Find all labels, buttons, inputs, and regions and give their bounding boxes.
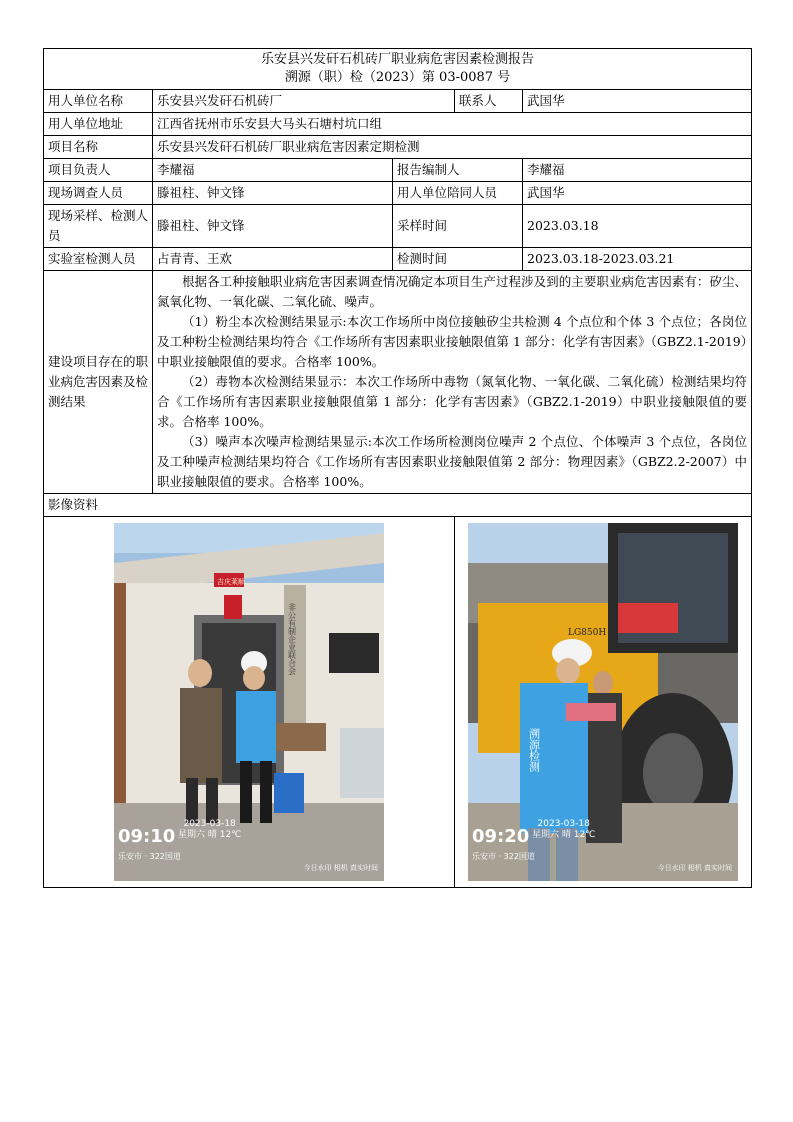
escort-label: 用人单位陪同人员 [393,182,523,205]
address-value: 江西省抚州市乐安县大马头石塘村坑口组 [153,113,752,136]
photo-right-weekday: 星期六 晴 12℃ [532,830,596,840]
photo-left-cell [44,517,455,888]
test-time-label: 检测时间 [393,248,523,271]
project-value: 乐安县兴发矸石机砖厂职业病危害因素定期检测 [153,136,752,159]
photo-right-date: 2023-03-18 [537,819,590,829]
lab-value: 占青青、王欢 [153,248,393,271]
investigator-value: 滕祖柱、钟文锋 [153,182,393,205]
sampler-label: 现场采样、检测人员 [44,205,153,248]
leader-label: 项目负责人 [44,159,153,182]
results-body [153,271,752,494]
photo-left-sign: 吉庆莱顺 [217,578,245,586]
report-header [44,49,752,90]
photo-right-location: 乐安市 · 322国道 [472,852,535,861]
photo-left-location: 乐安市 · 322国道 [118,852,181,861]
compiler-label: 报告编制人 [393,159,523,182]
photo-left-time: 09:10 [118,826,176,847]
test-time-value: 2023.03.18-2023.03.21 [523,248,752,271]
photo-right-watermark: 今日水印 相机 真实时间 [657,864,733,872]
report-table [43,48,752,888]
employer-value: 乐安县兴发矸石机砖厂 [153,90,455,113]
contact-label: 联系人 [455,90,523,113]
photo-left-date: 2023-03-18 [183,819,236,829]
photo-left-date-block [178,819,241,841]
photo-left [114,523,384,881]
photo-right-date-block [532,819,595,841]
report-number: 溯源（职）检（2023）第 03-0087 号 [284,70,511,85]
report-title: 乐安县兴发矸石机砖厂职业病危害因素检测报告 [261,52,535,67]
compiler-value: 李耀福 [523,159,752,182]
results-noise: （3）噪声本次噪声检测结果显示:本次工作场所检测岗位噪声 2 个点位、个体噪声 3 个点位，各岗位及工种噪声检测结果均符合《工作场所有害因素职业接触限值第 2 部分：物理因素》（GBZ2.2-2007）中职业接触限值的要求。合格率 100%。 [157,434,748,489]
sample-time-value: 2023.03.18 [523,205,752,248]
report-sheet [43,48,751,888]
photo-right-time: 09:20 [472,826,530,847]
contact-value: 武国华 [523,90,752,113]
results-intro: 根据各工种接触职业病危害因素调查情况确定本项目生产过程涉及到的主要职业病危害因素有：矽尘、氮氧化物、一氧化碳、二氧化硫、噪声。 [157,274,748,309]
sampler-value: 滕祖柱、钟文锋 [153,205,393,248]
investigator-label: 现场调查人员 [44,182,153,205]
address-label: 用人单位地址 [44,113,153,136]
escort-value: 武国华 [523,182,752,205]
lab-label: 实验室检测人员 [44,248,153,271]
photo-left-weekday: 星期六 晴 12℃ [178,830,242,840]
photo-right [468,523,738,881]
photo-left-watermark: 今日水印 相机 真实时间 [303,864,378,872]
photo-left-door-label: 非公有制企业联合会 [287,603,297,675]
results-label: 建设项目存在的职业病危害因素及检测结果 [44,271,153,494]
results-toxic: （2）毒物本次检测结果显示：本次工作场所中毒物（氮氧化物、一氧化碳、二氧化硫）检测结果均符合《工作场所有害因素职业接触限值第 1 部分：化学有害因素》（GBZ2.1-2019）中职业接触限值的要求。合格率 100%。 [157,374,748,429]
leader-value: 李耀福 [153,159,393,182]
sample-time-label: 采样时间 [393,205,523,248]
photo-right-vest-text: 溯源检测 [527,728,541,772]
photo-right-machine-label: LG850H [568,628,607,638]
project-label: 项目名称 [44,136,153,159]
employer-label: 用人单位名称 [44,90,153,113]
photo-right-cell [455,517,752,888]
images-label: 影像资料 [44,494,752,517]
results-dust: （1）粉尘本次检测结果显示:本次工作场所中岗位接触矽尘共检测 4 个点位和个体 3 个点位；各岗位及工种粉尘检测结果均符合《工作场所有害因素职业接触限值第 1 部分：化学有害因素》（GBZ2.1-2019）中职业接触限值的要求。合格率 100%。 [157,314,748,369]
